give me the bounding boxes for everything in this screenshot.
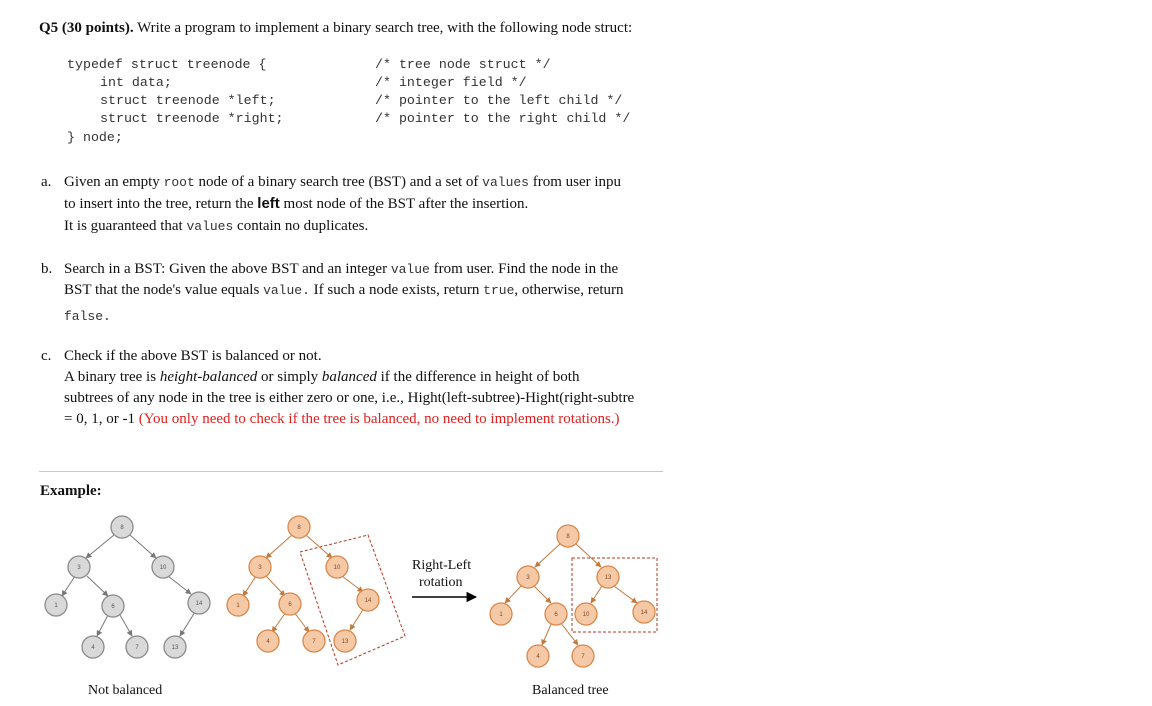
tree-mid-nodes bbox=[227, 516, 379, 652]
code-comment-3: /* pointer to the left child */ bbox=[375, 93, 623, 108]
svg-text:14: 14 bbox=[364, 598, 372, 604]
svg-text:7: 7 bbox=[135, 645, 139, 651]
code-values: values bbox=[186, 219, 234, 234]
svg-text:13: 13 bbox=[341, 639, 349, 645]
svg-text:4: 4 bbox=[91, 645, 95, 651]
svg-text:7: 7 bbox=[581, 654, 585, 660]
svg-text:8: 8 bbox=[120, 525, 124, 531]
svg-text:13: 13 bbox=[171, 645, 179, 651]
text: BST that the node's value equals bbox=[64, 282, 264, 298]
text: or simply bbox=[257, 369, 322, 385]
tree-balanced-labels bbox=[499, 534, 648, 660]
text: from user inpu bbox=[528, 174, 622, 190]
code-line-5: } node; bbox=[67, 130, 123, 145]
code-line-1: typedef struct treenode { bbox=[67, 57, 267, 72]
code-false: false. bbox=[64, 309, 111, 324]
text: Search in a BST: Given the above BST and an integer bbox=[64, 261, 391, 277]
svg-text:10: 10 bbox=[159, 565, 167, 571]
question-intro: Write a program to implement a binary search tree, with the following node struct: bbox=[137, 20, 633, 36]
text: from user. Find the node in the bbox=[429, 261, 619, 277]
svg-text:14: 14 bbox=[640, 610, 648, 616]
text: contain no duplicates. bbox=[233, 218, 369, 234]
svg-text:1: 1 bbox=[236, 603, 240, 609]
svg-text:1: 1 bbox=[499, 612, 503, 618]
svg-text:3: 3 bbox=[77, 565, 81, 571]
example-heading-text: Example: bbox=[40, 483, 102, 499]
code-value: value bbox=[390, 262, 430, 277]
code-comment-2: /* integer field */ bbox=[375, 75, 527, 90]
svg-text:14: 14 bbox=[195, 601, 203, 607]
text: Given an empty bbox=[64, 174, 164, 190]
svg-text:6: 6 bbox=[554, 612, 558, 618]
text: to insert into the tree, return the bbox=[64, 196, 258, 212]
svg-text:3: 3 bbox=[258, 565, 262, 571]
svg-text:8: 8 bbox=[566, 534, 570, 540]
text: A binary tree is bbox=[64, 369, 160, 385]
tree-unbalanced-nodes bbox=[45, 516, 210, 658]
svg-text:4: 4 bbox=[536, 654, 540, 660]
code-root: root bbox=[163, 175, 195, 190]
part-c-line-3: subtrees of any node in the tree is either zero or one, i.e., Hight(left-subtree)-Hight(right-subtre bbox=[64, 390, 635, 406]
code-value: value. bbox=[263, 283, 310, 298]
svg-text:7: 7 bbox=[312, 639, 316, 645]
svg-text:4: 4 bbox=[266, 639, 270, 645]
bold-left: left bbox=[257, 195, 280, 212]
code-comment-1: /* tree node struct */ bbox=[375, 57, 551, 72]
svg-text:10: 10 bbox=[582, 612, 590, 618]
tree-unbalanced bbox=[62, 535, 195, 636]
tree-mid-edges bbox=[243, 535, 364, 632]
svg-text:6: 6 bbox=[288, 602, 292, 608]
part-c-line-1: Check if the above BST is balanced or not. bbox=[64, 348, 322, 364]
arrow-label-1: Right-Left bbox=[412, 558, 472, 573]
part-c-marker: c. bbox=[41, 348, 52, 364]
text: node of a binary search tree (BST) and a set of bbox=[194, 174, 483, 190]
caption-balanced: Balanced tree bbox=[532, 683, 609, 698]
code-values: values bbox=[482, 175, 529, 190]
arrow-label-2: rotation bbox=[419, 575, 463, 590]
text: = 0, 1, or -1 bbox=[64, 411, 139, 427]
svg-text:1: 1 bbox=[54, 603, 58, 609]
code-line-3: struct treenode *left; bbox=[100, 93, 276, 108]
svg-text:10: 10 bbox=[333, 565, 341, 571]
code-line-4: struct treenode *right; bbox=[100, 111, 284, 126]
part-b-marker: b. bbox=[41, 261, 53, 277]
svg-text:3: 3 bbox=[526, 575, 530, 581]
svg-text:13: 13 bbox=[604, 575, 612, 581]
text: if the difference in height of both bbox=[376, 369, 580, 385]
text: , otherwise, return bbox=[514, 282, 624, 298]
text: It is guaranteed that bbox=[64, 218, 187, 234]
tree-unbalanced-labels bbox=[54, 525, 203, 651]
svg-text:8: 8 bbox=[297, 525, 301, 531]
code-line-2: int data; bbox=[100, 75, 172, 90]
code-comment-4: /* pointer to the right child */ bbox=[375, 111, 631, 126]
italic-term: height-balanced bbox=[159, 369, 258, 385]
caption-not-balanced: Not balanced bbox=[88, 683, 163, 698]
question-number: Q5 (30 points). bbox=[39, 20, 134, 36]
code-true: true bbox=[483, 283, 515, 298]
part-a-marker: a. bbox=[41, 174, 52, 190]
svg-text:6: 6 bbox=[111, 604, 115, 610]
text: If such a node exists, return bbox=[309, 282, 484, 298]
note-red: (You only need to check if the tree is balanced, no need to implement rotations.) bbox=[138, 411, 620, 427]
text: most node of the BST after the insertion. bbox=[279, 196, 529, 212]
italic-term: balanced bbox=[321, 369, 377, 385]
